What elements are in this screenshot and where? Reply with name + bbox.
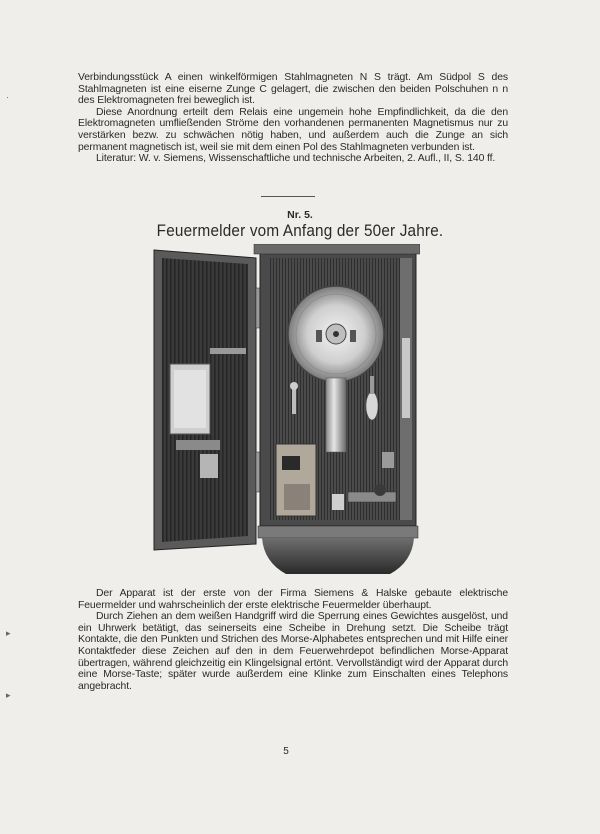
margin-mark: ▸ xyxy=(6,690,11,700)
top-text-block xyxy=(78,72,508,165)
page-number: 5 xyxy=(283,746,289,757)
bottom-text-block xyxy=(78,588,508,692)
fire-alarm-photo xyxy=(150,244,420,582)
paragraph: Diese Anordnung erteilt dem Relais eine ungemein hohe Empfindlichkeit, da die den Elektromagneten umfließenden Ströme den vorhandenen permanenten Magnetismus nur zu verstärken bezw. zu schwächen nötig haben, und außerdem auch die Zunge an sich permanent magnetisch ist, weil sie mit dem einen Pol des Stahlmagneten verbunden ist. xyxy=(78,106,508,153)
item-number: Nr. 5. xyxy=(287,209,313,221)
paragraph: Der Apparat ist der erste von der Firma Siemens & Halske gebaute elektrische Feuermelder und wahrscheinlich der erste elektrische Feuermelder überhaupt. xyxy=(78,588,508,611)
literature-reference: Literatur: W. v. Siemens, Wissenschaftliche und technische Arbeiten, 2. Aufl., II, S. 140 ff. xyxy=(96,153,496,165)
paragraph: Durch Ziehen an dem weißen Handgriff wird die Sperrung eines Gewichtes ausgelöst, und ein Uhrwerk betätigt, das seinerseits eine Scheibe in Drehung setzt. Die Scheibe trägt Kontakte, die den Punkten und Strichen des Morse-Alphabetes entsprechen und mit Hilfe einer Kontaktfeder diese Zeichen auf den in dem Feuerwehrdepot befindlichen Morse-Apparat übertragen, während gleichzeitig ein Klingelsignal ertönt. Vervollständigt wird der Apparat durch eine Morse-Taste; später wurde außerdem eine Klinke zum Einschalten eines Telephons angebracht. xyxy=(78,611,508,692)
section-divider xyxy=(261,196,315,197)
paragraph: Verbindungsstück A einen winkelförmigen Stahlmagneten N S trägt. Am Südpol S des Stahlmagneten ist eine eiserne Zunge C gelagert, die zwischen den beiden Polschuhen n n des Elektromagneten frei beweglich ist. xyxy=(78,72,508,107)
item-title: Feuermelder vom Anfang der 50er Jahre. xyxy=(156,221,444,240)
margin-mark: · xyxy=(6,92,9,102)
margin-mark: ▸ xyxy=(6,628,11,638)
